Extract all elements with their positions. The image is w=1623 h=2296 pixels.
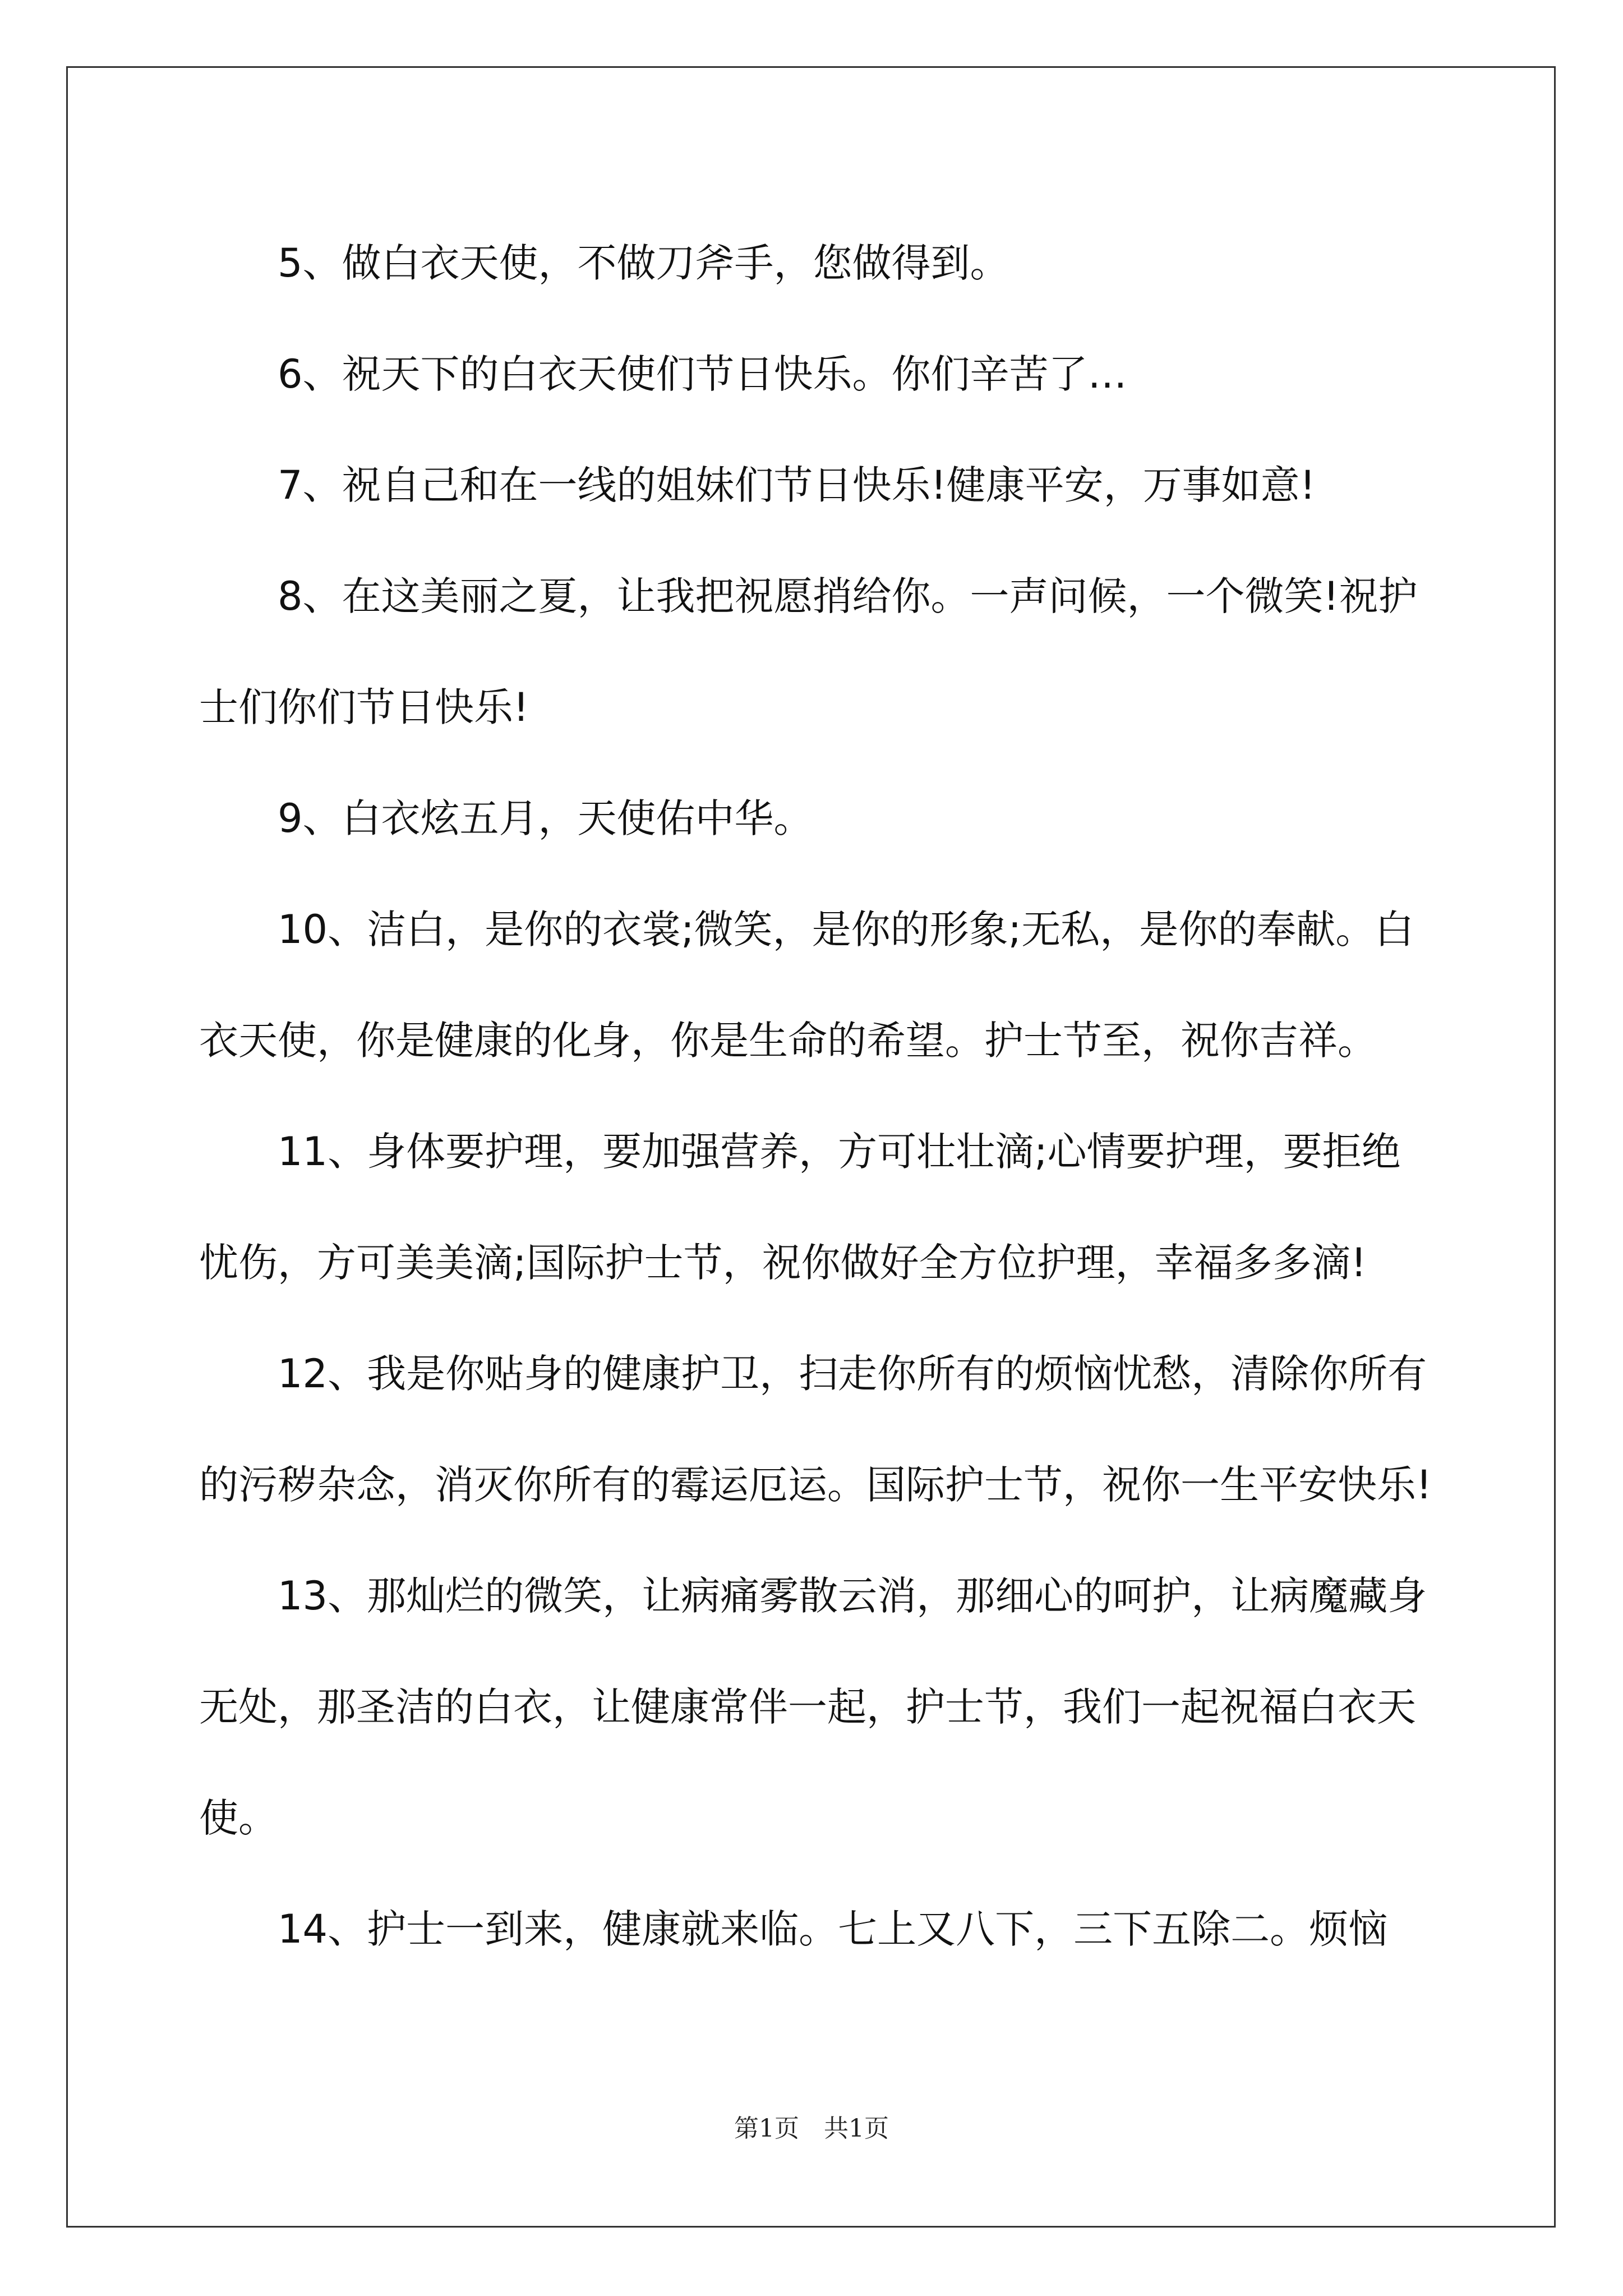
page-number-current: 第1页 [734, 2114, 799, 2143]
paragraph-6: 6、祝天下的白衣天使们节日快乐。你们辛苦了… [278, 351, 1127, 397]
paragraph-8: 8、在这美丽之夏，让我把祝愿捎给你。一声问候，一个微笑!祝护士们你们节日快乐! [199, 573, 1418, 730]
page-footer [0, 2112, 1623, 2146]
paragraph-9: 9、白衣炫五月，天使佑中华。 [278, 795, 813, 841]
document-body [199, 208, 1433, 1985]
paragraph-13: 13、那灿烂的微笑，让病痛雾散云消，那细心的呵护，让病魔藏身无处，那圣洁的白衣，让健康常伴一起，护士节，我们一起祝福白衣天使。 [199, 1573, 1427, 1841]
paragraph-5: 5、做白衣天使，不做刀斧手，您做得到。 [278, 240, 1009, 286]
paragraph-14: 14、护士一到来，健康就来临。七上又八下，三下五除二。烦恼 [278, 1906, 1388, 1952]
paragraph-11: 11、身体要护理，要加强营养，方可壮壮滴;心情要护理，要拒绝忧伤，方可美美滴;国际护士节，祝你做好全方位护理，幸福多多滴! [199, 1129, 1401, 1286]
paragraph-12: 12、我是你贴身的健康护卫，扫走你所有的烦恼忧愁，清除你所有的污秽杂念，消灭你所有的霉运厄运。国际护士节，祝你一生平安快乐! [199, 1351, 1432, 1508]
paragraph-7: 7、祝自己和在一线的姐妹们节日快乐!健康平安，万事如意! [278, 462, 1316, 508]
paragraph-10: 10、洁白，是你的衣裳;微笑，是你的形象;无私，是你的奉献。白衣天使，你是健康的化身，你是生命的希望。护士节至，祝你吉祥。 [199, 907, 1414, 1064]
page-number-total: 共1页 [824, 2114, 889, 2143]
